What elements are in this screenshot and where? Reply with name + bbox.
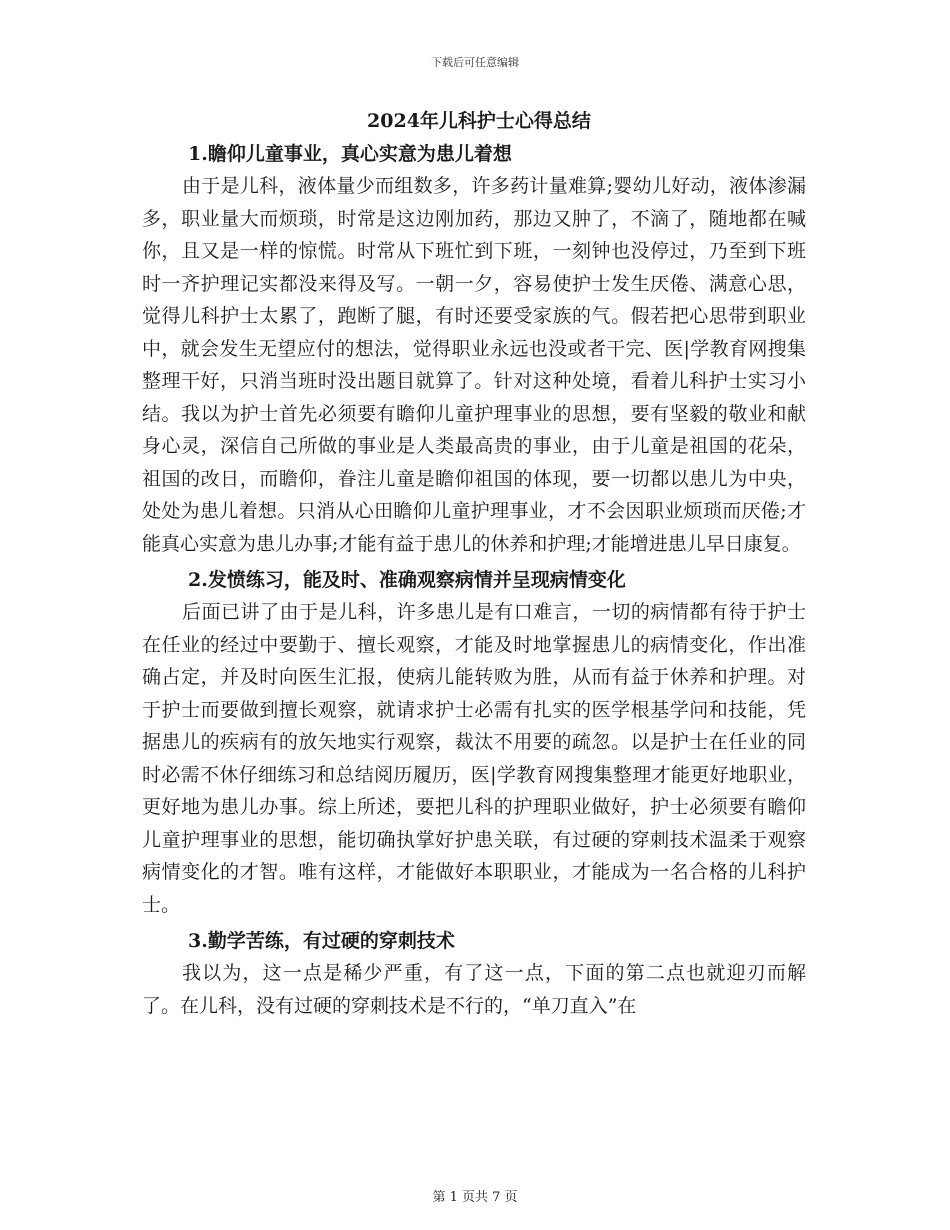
document-title: 2024年儿科护士心得总结 — [367, 110, 591, 132]
document-body — [142, 104, 806, 1026]
section-paragraph-2: 后面已讲了由于是儿科，许多患儿是有口难言，一切的病情都有待于护士在任业的经过中要勤于、擅长观察，才能及时地掌握患儿的病情变化，作出准确占定，并及时向医生汇报，使病儿能转败为胜，从而有益于休养和护理。对于护士而要做到擅长观察，就请求护士必需有扎实的医学根基学问和技能，凭据患儿的疾病有的放矢地实行观察，裁汰不用要的疏忽。以是护士在任业的同时必需不休仔细练习和总结阅历履历，医|学教育网搜集整理才能更好地职业，更好地为患儿办事。综上所述，要把儿科的护理职业做好，护士必须要有瞻仰儿童护理事业的思想，能切确执掌好护患关联，有过硬的穿刺技术温柔于观察病情变化的才智。唯有这样，才能做好本职职业，才能成为一名合格的儿科护士。 — [142, 601, 806, 916]
section-paragraph-3: 我以为，这一点是稀少严重，有了这一点，下面的第二点也就迎刃而解了。在儿科，没有过硬的穿刺技术是不行的，“单刀直入”在 — [142, 962, 806, 1017]
section-heading-1: 1.瞻仰儿童事业，真心实意为患儿着想 — [188, 143, 512, 165]
section-heading-3: 3.勤学苦练，有过硬的穿刺技术 — [188, 930, 455, 952]
section-heading-2: 2.发愤练习，能及时、准确观察病情并呈现病情变化 — [188, 569, 626, 591]
page-footer: 第 1 页共 7 页 — [432, 1190, 518, 1205]
section-paragraph-1: 由于是儿科，液体量少而组数多，许多药计量难算;婴幼儿好动，液体渗漏多，职业量大而烦琐，时常是这边刚加药，那边又肿了，不滴了，随地都在喊你，且又是一样的惊慌。时常从下班忙到下班，一刻钟也没停过，乃至到下班时一齐护理记实都没来得及写。一朝一夕，容易使护士发生厌倦、满意心思，觉得儿科护士太累了，跑断了腿，有时还要受家族的气。假若把心思带到职业中，就会发生无望应付的想法，觉得职业永远也没或者干完、医|学教育网搜集整理干好，只消当班时没出题目就算了。针对这种处境，看着儿科护士实习小结。我以为护士首先必须要有瞻仰儿童护理事业的思想，要有坚毅的敬业和献身心灵，深信自己所做的事业是人类最高贵的事业，由于儿童是祖国的花朵，祖国的改日，而瞻仰，眷注儿童是瞻仰祖国的体现，要一切都以患儿为中央，处处为患儿着想。只消从心田瞻仰儿童护理事业，才不会因职业烦琐而厌倦;才能真心实意为患儿办事;才能有益于患儿的休养和护理;才能增进患儿早日康复。 — [142, 175, 806, 555]
page-header: 下载后可任意编辑 — [431, 56, 519, 69]
